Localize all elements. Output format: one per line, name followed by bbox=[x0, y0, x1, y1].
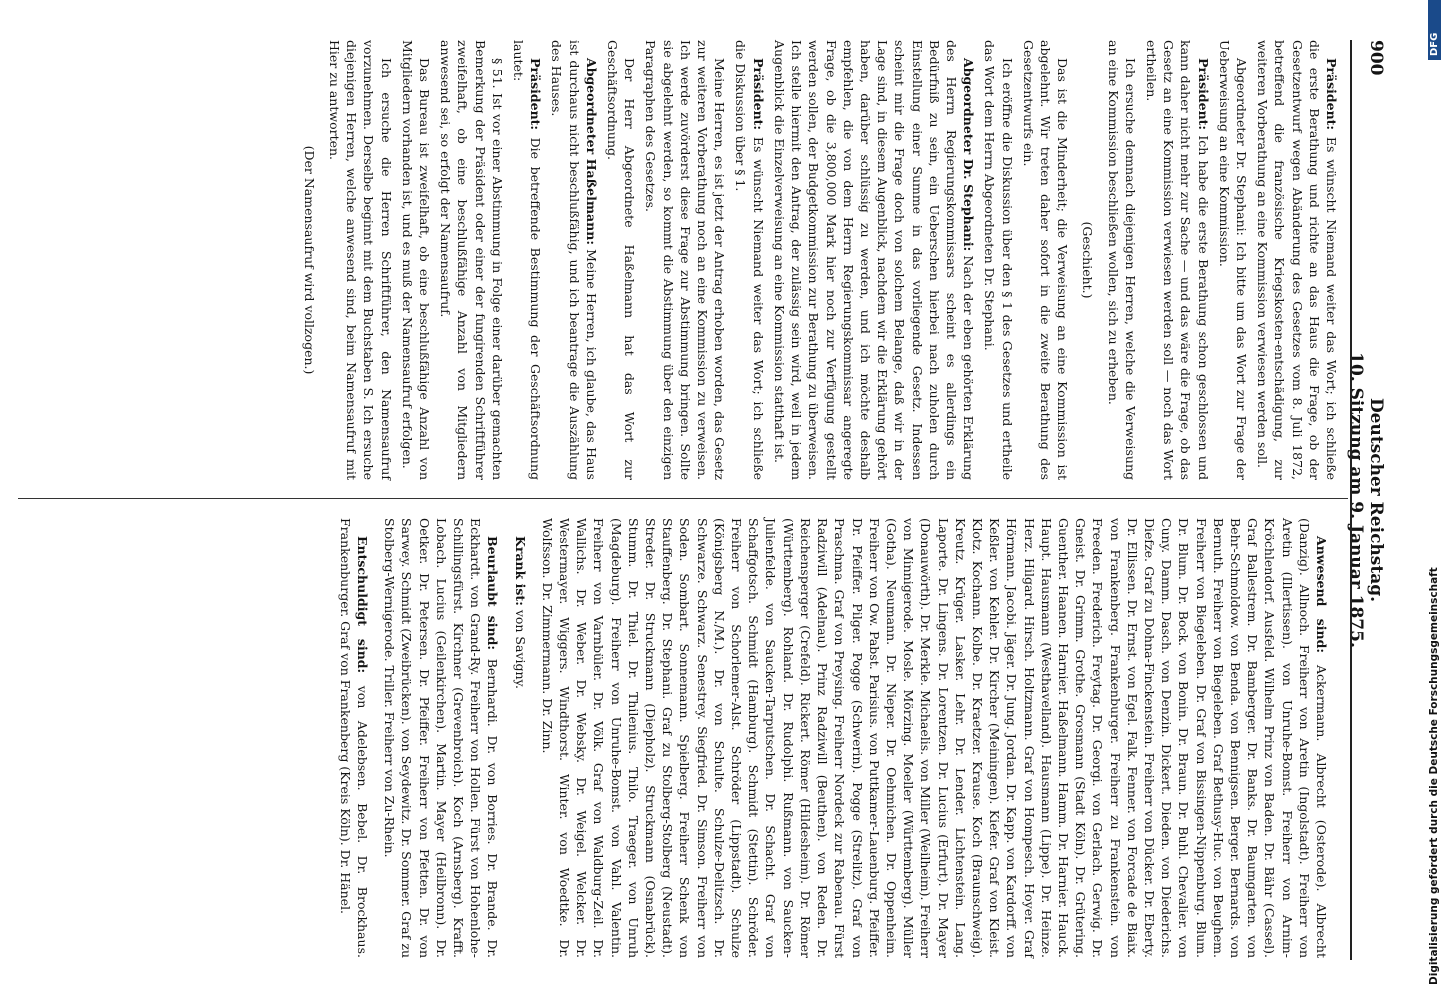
left-column bbox=[293, 40, 1340, 480]
right_column-paragraph bbox=[539, 518, 1330, 958]
left_column-paragraph bbox=[399, 40, 433, 480]
speaker-name: Präsident: bbox=[750, 58, 766, 131]
left_column-paragraph bbox=[1079, 40, 1096, 480]
right-column bbox=[333, 518, 1340, 958]
left_column-paragraph bbox=[771, 40, 977, 480]
header-titles bbox=[1346, 240, 1386, 760]
left_column-paragraph bbox=[604, 40, 638, 480]
left_column-paragraph bbox=[510, 40, 544, 480]
left_column-paragraph bbox=[1020, 40, 1072, 480]
page-header bbox=[1346, 40, 1392, 960]
paragraph-text: Es wünscht Niemand weiter das Wort; ich schließe die Diskussion über § 1. bbox=[733, 40, 766, 480]
left_column-paragraph bbox=[732, 40, 766, 480]
section-label: Entschuldigt sind: bbox=[355, 536, 371, 674]
digitization-note: Digitalisierung gefördert durch die Deutsche Forschungsgemeinschaft bbox=[1428, 567, 1440, 985]
paragraph-text: Das Bureau ist zweifelhaft, ob eine beschlußfähige Anzahl von Mitgliedern vorhanden ist, und es muß der Namensaufruf erfolgen. bbox=[399, 40, 433, 480]
left_column-paragraph bbox=[1104, 40, 1138, 480]
left_column-paragraph bbox=[642, 40, 728, 480]
digitization-sidebar bbox=[1414, 10, 1440, 990]
paragraph-text: Bernhardi. Dr. von Borries. Dr. Brande. Dr. Eckhardt. von Grand-Ry. Freiherr von Hollen. Fürst von Hohenlohe-Schillingsfürst. Kirchner (Grevenbroich). Koch (Arnsberg). Krafft. Lobach. Lucius (Geilenkirchen). Martin. Mayer (Heilbronn). Dr. Oetker. Dr. Petersen. Dr. Pfeiffer. Freiherr von Pfetten. Dr. von Sarwey. Schmidt (Zweibrücken). von Seydewitz. Dr. Sommer. Graf zu Stolberg-Wernigerode. Triller. Freiherr von Zu-Rhein. bbox=[382, 518, 501, 958]
paragraph-text: Die betreffende Bestimmung der Geschäftsordnung lautet: bbox=[511, 40, 544, 480]
paragraph-text: Abgeordneter Dr. Stephani: Ich bitte um das Wort zur Frage der Ueberweisung an eine Kommission. bbox=[1216, 40, 1249, 480]
speaker-name: Präsident: bbox=[1324, 58, 1339, 131]
left_column-paragraph bbox=[1254, 40, 1340, 480]
speaker-name: Abgeordneter Haßelmann: bbox=[583, 58, 599, 245]
paragraph-text: § 51. Ist vor einer Abstimmung in Folge einer darüber gemachten Bemerkung der Präsident oder einer der fungirenden Schriftführer zweifelhaft, ob eine beschlußfähige Anzahl von Mitgliedern anwesend sei, so erfolgt der Namensaufruf. bbox=[438, 40, 505, 480]
paragraph-text: Meine Herren, ich glaube, das Haus ist durchaus nicht beschlußfähig, und ich beantrage die Auszählung des Hauses. bbox=[549, 40, 599, 480]
paragraph-text: Es wünscht Niemand weiter das Wort; ich schließe die erste Berathung und richte an das Haus die Frage, ob der Gesetzentwurf wegen Abänderung des Gesetzes vom 8. Juli 1872, betreffend die französische Kriegskosten-entschädigung, zur weiteren Vorberathung an eine Kommission verwiesen werden soll. bbox=[1255, 40, 1339, 480]
left_column-paragraph bbox=[981, 40, 1015, 480]
paragraph-text: von Savigny. bbox=[512, 609, 528, 689]
header-rule bbox=[1350, 40, 1352, 960]
left_column-paragraph bbox=[1143, 40, 1212, 480]
left_column-paragraph bbox=[326, 40, 395, 480]
speaker-name: Präsident: bbox=[528, 58, 544, 131]
right_column-paragraph bbox=[511, 518, 528, 958]
paragraph-text: Ich habe die erste Berathung schon geschlossen und kann daher nicht mehr zur Sache — und das wäre die Frage, ob das Gesetz an eine Kommission verwiesen werden soll — noch das Wort ertheilen. bbox=[1143, 40, 1211, 480]
left_column-paragraph bbox=[301, 40, 318, 480]
page-number: 900 bbox=[1366, 40, 1386, 76]
paragraph-text: Nach der eben gehörten Erklärung des Herrn Regierungskommissars scheint es allerdings ein Bedürfniß zu sein, ein Ueberschen hierbei nach zuholen durch Einstellung einer Summe in das vorliegende Gesetz. Indessen scheint mir die Frage doch von solchem Belange, daß wir in der Lage sind, in diesem Augenblick, nachdem wir die Erklärung gehört haben, darüber schlüssig zu werden, und ich möchte deshalb empfehlen, die von dem Herrn Regierungskommissar angeregte Frage, ob die 3,800,000 Mark hier noch zur Verfügung gestellt werden sollen, der Budgetkommission zur Berathung zu überweisen. Ich stelle hiermit den Antrag, der zulässig sein wird, weil in jedem Augenblick die Einzelverweisung an eine Kommission statthaft ist. bbox=[771, 40, 977, 480]
speaker-name: Abgeordneter Dr. Stephani: bbox=[961, 58, 977, 252]
paragraph-text: Das ist die Minderheit; die Verweisung an eine Kommission ist abgelehnt. Wir treten daher sofort in die zweite Berathung des Gesetzentwurfs ein. bbox=[1020, 40, 1071, 480]
section-label: Krank ist: bbox=[512, 536, 528, 606]
right_column-paragraph bbox=[381, 518, 501, 958]
paragraph-text: Der Herr Abgeordnete Haßelmann hat das Wort zur Geschäftsordnung. bbox=[605, 40, 638, 480]
column-divider bbox=[18, 498, 1348, 499]
paragraph-text: Meine Herren, es ist jetzt der Antrag erhoben worden, das Gesetz zur weiteren Vorberathung noch an eine Kommission zu verweisen. Ich werde zuvörderst diese Frage zur Abstimmung bringen. Sollte sie abgelehnt werden, so kommt die Abstimmung über den einzigen Paragraphen des Gesetzes. bbox=[643, 40, 728, 480]
paragraph-text: Ackermann. Albrecht (Osterode). Albrecht (Danzig). Allnoch. Freiherr von Aretin (Ingolstadt). Freiherr von Aretin (Illertissen). von Unruhe-Bomst. Freiherr von Arnim-Kröchlendorf. Ausfeld. Wilhelm Prinz von Baden. Dr. Bähr (Cassel). Graf Ballestrem. Dr. Bamberger. Dr. Banks. Dr. Baumgarten. von Behr-Schmoldow. von Benda. von Bennigsen. Berger. Bernards. von Bernuth. Freiherr von Biegeleben. Graf Bethusy-Huc. von Beughem. Freiherr von Biegeleben. Dr. Graf von Bissingen-Nippenburg. Blum. Dr. Blum. Dr. Bock. von Bonin. Dr. Braun. Dr. Buhl. Chevalier. von Cuny. Damm. Dasch. von Denzin. Dickert. Dieden. von Diederichs. Diefze. Graf zu Dohna-Finckenstein. Freiherr von Dücker. Dr. Eberty. Dr. Ellissen. Dr. Ernst. von Egel. Falk. Fenner. von Forcade de Biaix. von Frankenberg. Frankenburger. Freiherr zu Frankenstein. von Freeden. Frederich. Freytag. Dr. Georgi. von Gerlach. Gerwig. Dr. Gneist. Dr. Grimm. Grothe. Grosmann (Stadt Köln). Dr. Grütering. Guenther. Haanen. Harnier. Haßelmann. Hamm. Dr. Harnier. Hauck. Haupt. Hausmann (Westhavelland). Hausmann (Lippe). Dr. Heinze. Herz. Hilgard. Hirsch. Holtzmann. Graf von Hompesch. Hoyer. Graf Hörmann. Jacobi. Jäger. Dr. Jung. Jordan. Dr. Kapp. von Kardorff. von Keßler. von Kehler. Dr. Kircher (Meiningen). Kiefer. Graf von Kleist. Klotz. Kochann. Kolbe. Dr. Kraetzer. Krause. Koch (Braunschweig). Kreutz. Krüger. Lasker. Lehr. Dr. Lender. Lichtenstein. Lang. Laporte. Dr. Lingens. Dr. Lorentzen. Dr. Lucius (Erfurt). Dr. Mayer (Donauwörth). Dr. Merkle. Michaelis. von Miller (Weilheim). Freiherr von Minnigerode. Mosle. Mörzing. Moeller (Württemberg). Müller (Gotha). Neumann. Dr. Nieper. Dr. Oehmichen. Dr. Oppenheim. Freiherr von Ow. Pabst. Parisius. von Puttkamer-Lauenburg. Pfeiffer. Dr. Pfeiffer. Pilger. Pogge (Schwerin). Pogge (Strelitz). Graf von Praschma. Graf von Preysing. Freiherr Nordeck zur Rabenau. Fürst Radziwill (Adelnau). Prinz Radziwill (Beuthen). von Reden. Dr. Reichensperger (Crefeld). Rickert. Römer (Hildesheim). Dr. Römer (Württemberg). Rohland. Dr. Rudolphi. Rußmann. von Saucken-Julienfelde. von Saucken-Tarputschen. Dr. Schacht. Graf von Schaffgotsch. Schmidt (Hamburg). Schmidt (Stettin). Schröder. Freiherr von Schorlemer-Alst. Schröder (Lippstadt). Schulze (Königsberg N./M.). Dr. von Schulte. Schulze-Delitzsch. Dr. Schwarze. Schwarz. Senestrey. Siegfried. Dr. Simson. Freiherr von Soden. Sombart. Sonnemann. Spielberg. Freiherr Schenk von Stauffenberg. Dr. Stephani. Graf zu Stolberg-Stolberg (Neustadt). Streder. Dr. Struckmann (Diepholz). Struckmann (Osnabrück). Stumm. Dr. Thiel. Dr. Thilenius. Thilo. Traeger. von Unruh (Magdeburg). Freiherr von Unruhe-Bomst. von Vahl. Valentin. Freiherr von Varnbüler. Dr. Völk. Graf von Waldburg-Zeil. Dr. Wallichs. Dr. Weber. Dr. Websky. Dr. Weigel. Welcker. Dr. Westermayer. Wiggers. Windthorst. Winter. von Woedtke. Dr. Wolfsson. Dr. Zimmermann. Dr. Zinn. bbox=[539, 518, 1329, 958]
session-title: 10. Sitzung am 9. Januar 1875. bbox=[1346, 352, 1366, 648]
section-label: Beurlaubt sind: bbox=[485, 536, 501, 650]
dfg-logo: DFG bbox=[1428, 0, 1441, 60]
right_column-paragraph bbox=[337, 518, 371, 958]
speaker-name: Präsident: bbox=[1195, 58, 1211, 131]
paragraph-text: von Adelebsen. Bebel. Dr. Brockhaus. Frankenburger. Graf von Frankenberg (Kreis Köln). Dr. Hänel. bbox=[337, 518, 371, 958]
left_column-paragraph bbox=[437, 40, 506, 480]
left_column-paragraph bbox=[1216, 40, 1250, 480]
paragraph-text: (Der Namensaufruf wird vollzogen.) bbox=[301, 145, 317, 375]
paragraph-text: Ich ersuche die Herren Schriftführer, den Namensaufruf vorzunehmen. Derselbe beginnt mit dem Buchstaben S. Ich ersuche diejenigen Herren, welche anwesend sind, beim Namensaufruf mit Hier zu antworten. bbox=[327, 40, 394, 480]
paragraph-text: (Geschieht.) bbox=[1080, 221, 1096, 299]
section-label: Anwesend sind: bbox=[1314, 536, 1329, 653]
left_column-paragraph bbox=[548, 40, 600, 480]
publication-title: Deutscher Reichstag. bbox=[1366, 397, 1386, 603]
paragraph-text: Ich eröffne die Diskussion über den § 1 des Gesetzes und ertheile das Wort dem Herrn Abgeordneten Dr. Stephani. bbox=[982, 40, 1015, 480]
paragraph-text: Ich ersuche demnach diejenigen Herren, welche die Verweisung an eine Kommission beschließen wollen, sich zu erheben. bbox=[1105, 40, 1138, 480]
